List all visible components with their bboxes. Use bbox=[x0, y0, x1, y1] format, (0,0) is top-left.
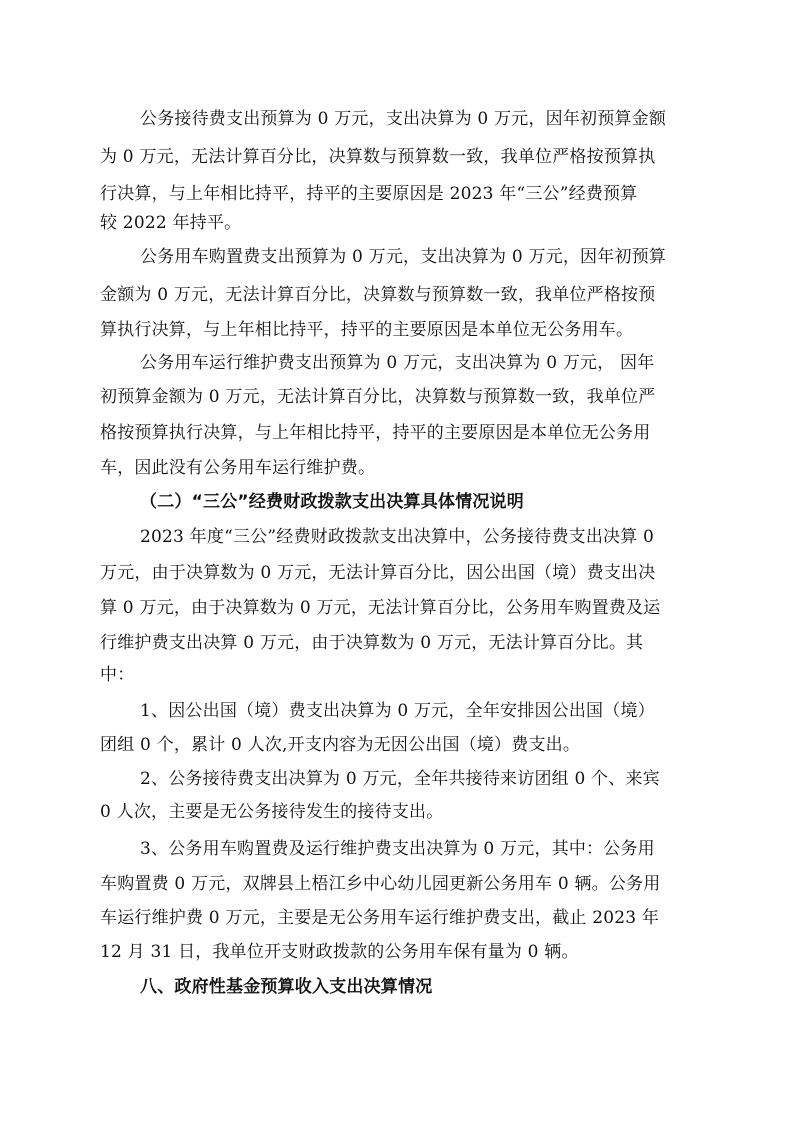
paragraph-line: 算 0 万元，由于决算数为 0 万元，无法计算百分比，公务用车购置费及运 bbox=[100, 598, 661, 618]
paragraph-line: 中： bbox=[100, 665, 135, 685]
paragraph-line: 较 2022 年持平。 bbox=[100, 213, 242, 233]
paragraph-line: 公务接待费支出预算为 0 万元，支出决算为 0 万元，因年初预算金额 bbox=[140, 109, 667, 129]
paragraph-line: 3、公务用车购置费及运行维护费支出决算为 0 万元，其中：公务用 bbox=[140, 839, 655, 859]
paragraph-line: 2、公务接待费支出决算为 0 万元，全年共接待来访团组 0 个、来宾 bbox=[140, 769, 660, 789]
paragraph-line: 团组 0 个，累计 0 人次,开支内容为无因公出国（境）费支出。 bbox=[100, 735, 581, 755]
paragraph-line: 公务用车运行维护费支出预算为 0 万元，支出决算为 0 万元， 因年 bbox=[140, 353, 655, 373]
paragraph-line: 行维护费支出决算 0 万元，由于决算数为 0 万元，无法计算百分比。其 bbox=[100, 633, 644, 653]
paragraph-line: 车运行维护费 0 万元，主要是无公务用车运行维护费支出，截止 2023 年 bbox=[100, 908, 660, 928]
section-heading: （二）“三公”经费财政拨款支出决算具体情况说明 bbox=[140, 492, 524, 512]
paragraph-line: 格按预算执行决算，与上年相比持平，持平的主要原因是本单位无公务用 bbox=[100, 423, 651, 443]
paragraph-line: 车购置费 0 万元，双牌县上梧江乡中心幼儿园更新公务用车 0 辆。公务用 bbox=[100, 874, 661, 894]
paragraph-line: 公务用车购置费支出预算为 0 万元，支出决算为 0 万元，因年初预算 bbox=[140, 247, 667, 267]
paragraph-line: 为 0 万元，无法计算百分比，决算数与预算数一致，我单位严格按预算执 bbox=[100, 147, 656, 167]
paragraph-line: 金额为 0 万元，无法计算百分比，决算数与预算数一致，我单位严格按预 bbox=[100, 285, 656, 305]
paragraph-line: 2023 年度“三公”经费财政拨款支出决算中，公务接待费支出决算 0 bbox=[140, 527, 655, 547]
paragraph-line: 1、因公出国（境）费支出决算为 0 万元，全年安排因公出国（境） bbox=[140, 701, 655, 721]
paragraph-line: 万元，由于决算数为 0 万元，无法计算百分比，因公出国（境）费支出决 bbox=[100, 563, 656, 583]
paragraph-line: 行决算，与上年相比持平，持平的主要原因是 2023 年“三公”经费预算 bbox=[100, 184, 638, 204]
paragraph-line: 车，因此没有公务用车运行维护费。 bbox=[100, 458, 376, 478]
paragraph-line: 0 人次，主要是无公务接待发生的接待支出。 bbox=[100, 802, 444, 822]
paragraph-line: 初预算金额为 0 万元，无法计算百分比，决算数与预算数一致，我单位严 bbox=[100, 387, 656, 407]
paragraph-line: 12 月 31 日，我单位开支财政拨款的公务用车保有量为 0 辆。 bbox=[100, 942, 579, 962]
paragraph-line: 算执行决算，与上年相比持平，持平的主要原因是本单位无公务用车。 bbox=[100, 320, 634, 340]
section-heading: 八、政府性基金预算收入支出决算情况 bbox=[140, 977, 433, 997]
